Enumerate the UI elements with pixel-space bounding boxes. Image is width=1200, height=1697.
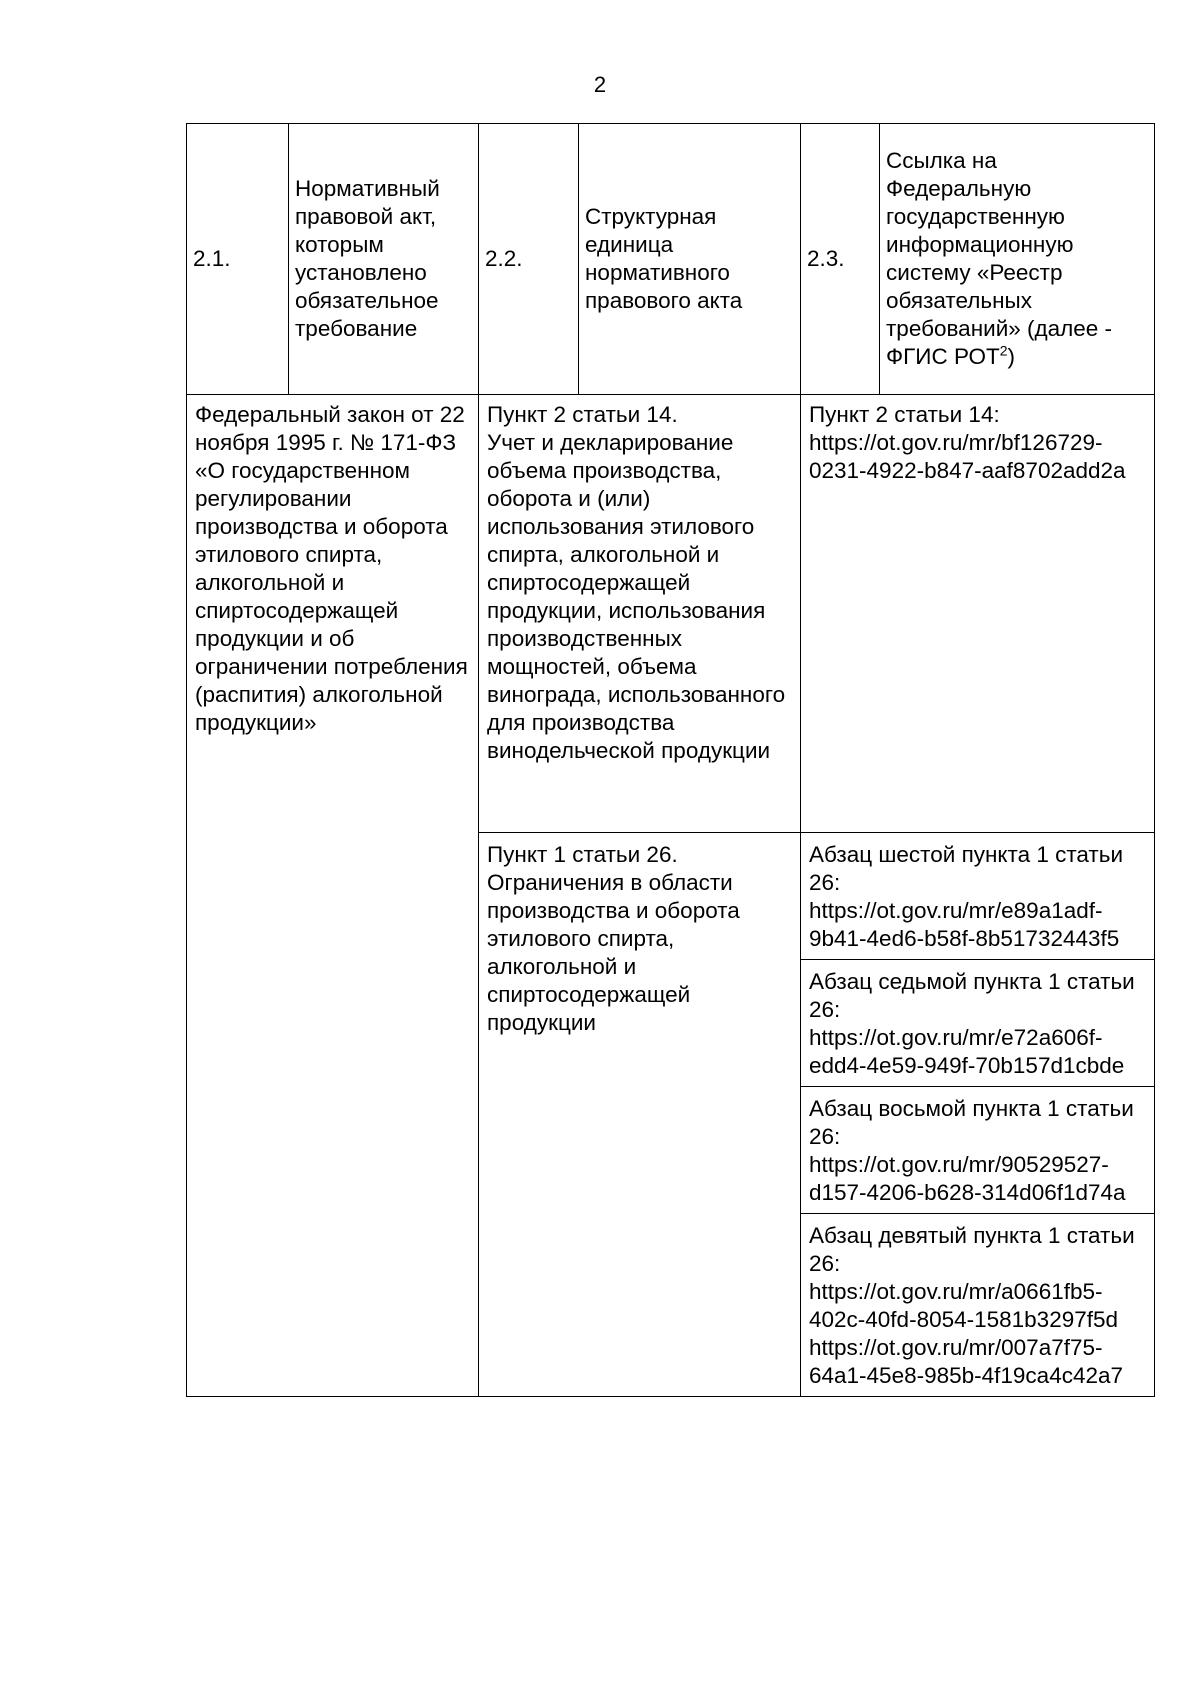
- table-row: [187, 395, 1155, 833]
- link-label: Пункт 2 статьи 14:: [809, 402, 1000, 427]
- link-cell: [801, 833, 1155, 960]
- link-cell: [801, 960, 1155, 1087]
- link-cell: [801, 1087, 1155, 1214]
- link-url[interactable]: https://ot.gov.ru/mr/e89a1adf-9b41-4ed6-b58f-8b51732443f5: [809, 898, 1120, 951]
- header-number-2-1: 2.1.: [187, 124, 289, 395]
- link-label: Абзац шестой пункта 1 статьи 26:: [809, 842, 1124, 895]
- link-cell: [801, 395, 1155, 833]
- unit-point: Пункт 2 статьи 14.: [487, 402, 678, 427]
- page-number: 2: [593, 72, 607, 97]
- header-fgis-link-end: ): [1007, 344, 1016, 369]
- link-label: Абзац девятый пункта 1 статьи 26:: [809, 1223, 1135, 1276]
- unit-description: Ограничения в области производства и оборота этилового спирта, алкогольной и спиртосодержащей продукции: [487, 870, 740, 1035]
- legal-act-cell: Федеральный закон от 22 ноября 1995 г. № 171-ФЗ «О государственном регулировании производства и оборота этилового спирта, алкогольной и спиртосодержащей продукции и об ограничении потребления (распития) алкогольной продукции»: [187, 395, 479, 1397]
- unit-description: Учет и декларирование объема производства, оборота и (или) использования этилового спирта, алкогольной и спиртосодержащей продукции, использования производственных мощностей, объема винограда, использованного для производства винодельческой продукции: [487, 430, 786, 763]
- link-label: Абзац восьмой пункта 1 статьи 26:: [809, 1096, 1134, 1149]
- header-number-2-2: 2.2.: [479, 124, 579, 395]
- header-structural-unit: Структурная единица нормативного правового акта: [579, 124, 801, 395]
- link-cell: [801, 1214, 1155, 1397]
- link-url[interactable]: https://ot.gov.ru/mr/007a7f75-64a1-45e8-985b-4f19ca4c42a7: [809, 1335, 1124, 1388]
- link-url[interactable]: https://ot.gov.ru/mr/a0661fb5-402c-40fd-8054-1581b3297f5d: [809, 1279, 1119, 1332]
- unit-point: Пункт 1 статьи 26.: [487, 842, 678, 867]
- structural-unit-cell: [479, 395, 801, 833]
- header-legal-act: Нормативный правовой акт, которым установлено обязательное требование: [289, 124, 479, 395]
- link-url[interactable]: https://ot.gov.ru/mr/90529527-d157-4206-b628-314d06f1d74a: [809, 1152, 1126, 1205]
- requirements-table: [186, 123, 1155, 1397]
- footnote-marker: 2: [999, 342, 1008, 359]
- link-label: Абзац седьмой пункта 1 статьи 26:: [809, 969, 1135, 1022]
- header-fgis-link: [880, 124, 1155, 395]
- link-url[interactable]: https://ot.gov.ru/mr/e72a606f-edd4-4e59-949f-70b157d1cbde: [809, 1025, 1125, 1078]
- table-header-row: [187, 124, 1155, 395]
- structural-unit-cell: [479, 833, 801, 1397]
- link-url[interactable]: https://ot.gov.ru/mr/bf126729-0231-4922-b847-aaf8702add2a: [809, 430, 1126, 483]
- header-number-2-3: 2.3.: [801, 124, 880, 395]
- header-fgis-link-text: Ссылка на Федеральную государственную информационную систему «Реестр обязательных требований» (далее - ФГИС РОТ: [886, 148, 1113, 369]
